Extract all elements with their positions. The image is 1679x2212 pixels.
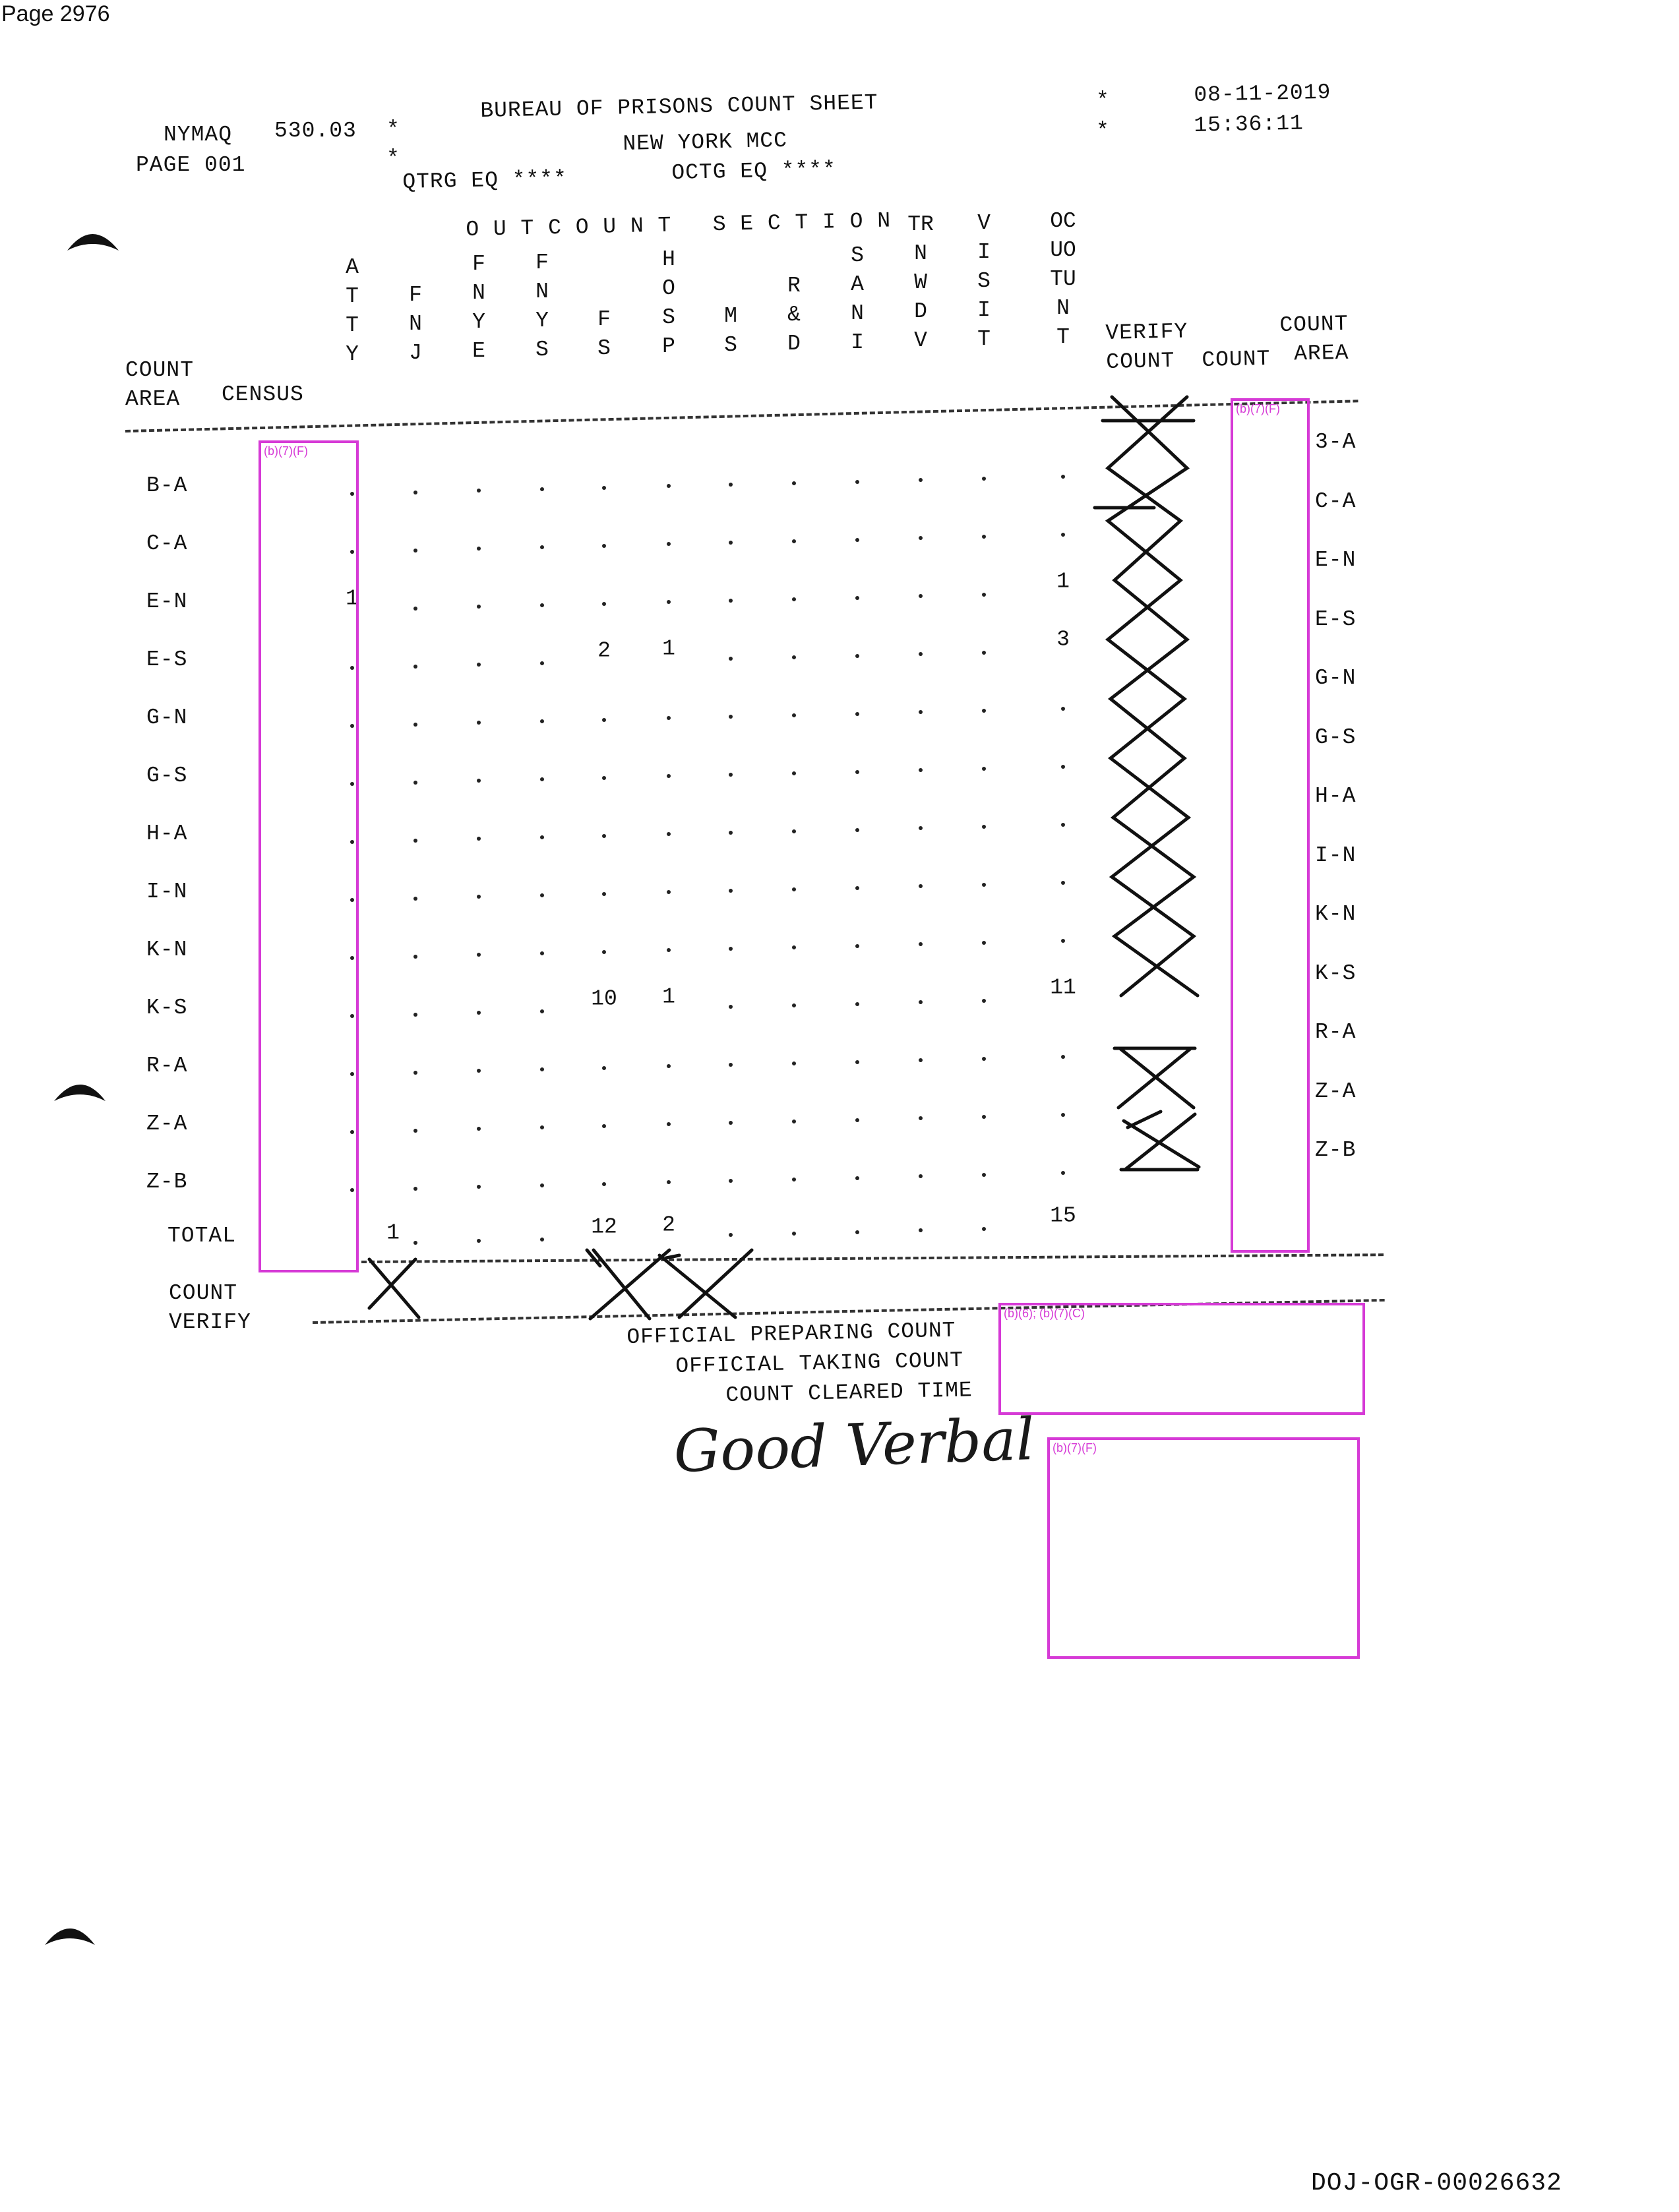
empty-cell-dot [667, 890, 671, 894]
header-code: NYMAQ [164, 123, 233, 147]
column-header-line: OC [1050, 209, 1076, 233]
column-header-line: V [914, 328, 927, 353]
right-area-label: E-S [1315, 607, 1357, 632]
header-star-2: * [386, 146, 400, 171]
empty-cell-dot [477, 837, 481, 841]
empty-cell-dot [477, 547, 481, 551]
handwritten-note: Good Verbal [673, 1404, 1036, 1485]
empty-cell-dot [540, 777, 544, 781]
row-value: 10 [591, 986, 617, 1011]
row-value: 11 [1050, 975, 1076, 1000]
column-header-line: V [977, 211, 991, 235]
empty-cell-dot [855, 654, 859, 658]
empty-cell-dot [540, 951, 544, 955]
column-header-line: A [346, 255, 359, 280]
empty-cell-dot [602, 950, 606, 954]
empty-cell-dot [729, 541, 733, 545]
empty-cell-dot [792, 1120, 796, 1123]
empty-cell-dot [667, 484, 671, 488]
column-header-line: Y [346, 342, 359, 367]
row-label-k-s: K-S [146, 996, 188, 1020]
column-header-line: E [472, 339, 485, 363]
official-preparing-count: OFFICIAL PREPARING COUNT [626, 1318, 956, 1350]
row-value: 1 [662, 984, 675, 1009]
header-qtrg: QTRG EQ **** [402, 166, 568, 194]
empty-cell-dot [540, 835, 544, 839]
empty-cell-dot [919, 826, 923, 830]
empty-cell-dot [729, 657, 733, 661]
empty-cell-dot [729, 1179, 733, 1183]
empty-cell-dot [919, 884, 923, 888]
empty-cell-dot [982, 709, 986, 713]
column-header-line: Y [535, 309, 549, 333]
empty-cell-dot [919, 768, 923, 772]
column-header-line: H [662, 247, 675, 272]
empty-cell-dot [982, 651, 986, 655]
empty-cell-dot [602, 776, 606, 780]
empty-cell-dot [1061, 823, 1065, 827]
header-star-1: * [386, 117, 400, 142]
header-time: 15:36:11 [1194, 111, 1304, 138]
right-area-label: E-N [1315, 548, 1357, 572]
empty-cell-dot [919, 710, 923, 714]
empty-cell-dot [855, 1002, 859, 1006]
empty-cell-dot [1061, 765, 1065, 769]
empty-cell-dot [540, 1183, 544, 1187]
column-header-10 [971, 209, 997, 354]
total-value: 15 [1050, 1203, 1076, 1228]
column-header-line: I [977, 298, 991, 322]
column-header-line: S [724, 333, 737, 357]
column-header-2 [466, 250, 492, 366]
empty-cell-dot [729, 1005, 733, 1009]
empty-cell-dot [855, 538, 859, 542]
empty-cell-dot [919, 594, 923, 598]
empty-cell-dot [792, 945, 796, 949]
redaction-count [1231, 398, 1310, 1253]
right-area-label: G-S [1315, 725, 1357, 750]
column-header-line: Y [472, 310, 485, 334]
row-value: 1 [1056, 569, 1070, 594]
empty-cell-dot [919, 1174, 923, 1178]
empty-cell-dot [982, 1115, 986, 1119]
column-header-line: T [346, 284, 359, 309]
row-label-g-n: G-N [146, 705, 188, 730]
column-header-line: T [346, 313, 359, 338]
row-label-r-a: R-A [146, 1054, 188, 1078]
row-label-b-a: B-A [146, 473, 188, 498]
row-label-h-a: H-A [146, 822, 188, 846]
column-header-line: M [724, 304, 737, 328]
redaction-officials [998, 1303, 1365, 1415]
empty-cell-dot [792, 1178, 796, 1181]
right-area-label: I-N [1315, 843, 1357, 868]
empty-cell-dot [602, 1182, 606, 1186]
empty-cell-dot [729, 947, 733, 951]
header-star-3: * [1096, 88, 1110, 113]
empty-cell-dot [855, 596, 859, 600]
empty-cell-dot [982, 825, 986, 829]
empty-cell-dot [729, 1063, 733, 1067]
binder-hole-bottom [45, 1928, 95, 1945]
column-header-line: TU [1050, 267, 1076, 291]
empty-cell-dot [602, 602, 606, 606]
column-header-6 [717, 302, 744, 360]
column-header-line: TR [907, 212, 934, 237]
empty-cell-dot [982, 941, 986, 945]
column-header-line: T [977, 327, 991, 351]
header-date: 08-11-2019 [1194, 80, 1331, 107]
row-value: 1 [346, 586, 359, 611]
right-area-label: 3-A [1315, 430, 1357, 454]
column-header-line: J [409, 341, 422, 365]
column-header-line: S [662, 305, 675, 330]
empty-cell-dot [602, 834, 606, 838]
empty-cell-dot [602, 486, 606, 490]
empty-cell-dot [792, 713, 796, 717]
column-header-4 [591, 305, 617, 363]
verify-x-marks [1082, 389, 1227, 1180]
column-header-line: S [597, 336, 611, 361]
empty-cell-dot [602, 1124, 606, 1128]
empty-cell-dot [413, 781, 417, 785]
left-header-census: CENSUS [222, 382, 304, 407]
right-area-label: K-N [1315, 902, 1357, 926]
header-subtitle: NEW YORK MCC [623, 128, 788, 156]
count-verify-x-marks [356, 1240, 765, 1325]
right-header-count: COUNT [1202, 346, 1271, 373]
binder-hole-middle [54, 1085, 106, 1101]
empty-cell-dot [540, 487, 544, 491]
empty-cell-dot [477, 1069, 481, 1073]
column-header-line: P [662, 334, 675, 359]
empty-cell-dot [413, 491, 417, 494]
empty-cell-dot [982, 1057, 986, 1061]
column-header-line: S [535, 338, 549, 362]
empty-cell-dot [729, 889, 733, 893]
column-header-8 [844, 241, 870, 357]
right-header-count-area: COUNT AREA [1279, 311, 1349, 367]
empty-cell-dot [855, 480, 859, 484]
empty-cell-dot [667, 1064, 671, 1068]
right-area-label: K-S [1315, 961, 1357, 986]
row-label-e-n: E-N [146, 589, 188, 614]
header-number: 530.03 [274, 119, 357, 143]
column-header-5 [656, 245, 682, 361]
empty-cell-dot [729, 1121, 733, 1125]
empty-cell-dot [729, 483, 733, 487]
column-header-line: T [1056, 325, 1070, 349]
right-area-label: H-A [1315, 784, 1357, 808]
empty-cell-dot [540, 545, 544, 549]
empty-cell-dot [477, 895, 481, 899]
empty-cell-dot [982, 535, 986, 539]
column-header-line: F [409, 283, 422, 307]
empty-cell-dot [982, 1227, 986, 1231]
empty-cell-dot [729, 599, 733, 603]
column-header-line: W [914, 270, 927, 295]
column-header-line: F [597, 307, 611, 332]
column-header-line: S [977, 269, 991, 293]
column-header-line: N [535, 280, 549, 304]
header-octg: OCTG EQ **** [671, 157, 837, 185]
empty-cell-dot [1061, 1171, 1065, 1175]
column-header-line: UO [1050, 238, 1076, 262]
empty-cell-dot [540, 1125, 544, 1129]
row-value: 3 [1056, 627, 1070, 652]
empty-cell-dot [855, 886, 859, 890]
empty-cell-dot [413, 1013, 417, 1017]
empty-cell-dot [540, 603, 544, 607]
empty-cell-dot [477, 953, 481, 957]
empty-cell-dot [919, 652, 923, 656]
empty-cell-dot [667, 716, 671, 720]
empty-cell-dot [855, 944, 859, 948]
empty-cell-dot [982, 767, 986, 771]
empty-cell-dot [855, 1060, 859, 1064]
page-number-label: Page 2976 [1, 1, 110, 26]
empty-cell-dot [1061, 475, 1065, 479]
empty-cell-dot [729, 831, 733, 835]
empty-cell-dot [919, 478, 923, 482]
outcount-section-heading: O U T C O U N T S E C T I O N [466, 208, 892, 242]
empty-cell-dot [855, 1118, 859, 1122]
empty-cell-dot [792, 887, 796, 891]
empty-cell-dot [602, 892, 606, 896]
empty-cell-dot [1061, 881, 1065, 885]
right-area-label: R-A [1315, 1020, 1357, 1044]
column-header-line: N [914, 241, 927, 266]
empty-cell-dot [919, 942, 923, 946]
empty-cell-dot [667, 542, 671, 546]
column-header-line: S [851, 243, 864, 268]
column-header-1 [402, 281, 429, 368]
column-header-3 [529, 249, 555, 365]
empty-cell-dot [855, 1176, 859, 1180]
row-label-i-n: I-N [146, 880, 188, 904]
empty-cell-dot [1061, 1113, 1065, 1117]
column-header-line: R [787, 274, 801, 298]
empty-cell-dot [855, 1230, 859, 1234]
empty-cell-dot [855, 770, 859, 774]
column-header-line: F [472, 252, 485, 276]
empty-cell-dot [477, 605, 481, 609]
empty-cell-dot [855, 828, 859, 832]
column-header-line: I [851, 330, 864, 355]
column-header-line: D [787, 332, 801, 356]
row-label-z-b: Z-B [146, 1170, 188, 1194]
column-header-line: & [787, 303, 801, 327]
empty-cell-dot [540, 893, 544, 897]
empty-cell-dot [982, 999, 986, 1003]
redaction-count-label: (b)(7)(F) [1236, 402, 1280, 415]
column-header-line: N [851, 301, 864, 326]
column-header-line: N [409, 312, 422, 336]
total-value: 2 [662, 1212, 675, 1238]
empty-cell-dot [413, 955, 417, 959]
bates-number: DOJ-OGR-00026632 [1311, 2169, 1562, 2197]
empty-cell-dot [413, 607, 417, 611]
count-verify-label: COUNT VERIFY [169, 1281, 251, 1334]
empty-cell-dot [667, 1180, 671, 1184]
column-header-7 [781, 272, 807, 359]
empty-cell-dot [413, 1187, 417, 1191]
empty-cell-dot [982, 883, 986, 887]
row-label-c-a: C-A [146, 531, 188, 556]
row-label-z-a: Z-A [146, 1112, 188, 1136]
empty-cell-dot [413, 839, 417, 843]
redaction-census-label: (b)(7)(F) [264, 444, 308, 458]
empty-cell-dot [729, 715, 733, 719]
empty-cell-dot [792, 1232, 796, 1236]
empty-cell-dot [667, 948, 671, 952]
column-header-11 [1050, 207, 1076, 352]
empty-cell-dot [982, 1173, 986, 1177]
empty-cell-dot [792, 771, 796, 775]
row-label-e-s: E-S [146, 647, 188, 672]
empty-cell-dot [1061, 707, 1065, 711]
binder-hole-marks [0, 0, 132, 2212]
binder-hole-top [67, 234, 119, 251]
header-title: BUREAU OF PRISONS COUNT SHEET [480, 90, 878, 123]
empty-cell-dot [413, 1071, 417, 1075]
empty-cell-dot [540, 661, 544, 665]
empty-cell-dot [413, 1129, 417, 1133]
empty-cell-dot [602, 1066, 606, 1070]
column-header-9 [907, 210, 934, 355]
empty-cell-dot [667, 600, 671, 604]
empty-cell-dot [413, 549, 417, 553]
empty-cell-dot [540, 719, 544, 723]
right-area-label: G-N [1315, 666, 1357, 690]
empty-cell-dot [982, 593, 986, 597]
empty-cell-dot [1061, 1055, 1065, 1059]
empty-cell-dot [792, 1003, 796, 1007]
empty-cell-dot [792, 597, 796, 601]
empty-cell-dot [1061, 533, 1065, 537]
empty-cell-dot [792, 481, 796, 485]
empty-cell-dot [792, 829, 796, 833]
empty-cell-dot [792, 539, 796, 543]
empty-cell-dot [729, 1233, 733, 1237]
total-row-label: TOTAL [168, 1224, 237, 1248]
empty-cell-dot [413, 723, 417, 727]
empty-cell-dot [477, 1185, 481, 1189]
empty-cell-dot [919, 1000, 923, 1004]
empty-cell-dot [792, 1061, 796, 1065]
total-value: 1 [386, 1220, 400, 1245]
empty-cell-dot [667, 774, 671, 778]
empty-cell-dot [667, 1122, 671, 1126]
empty-cell-dot [477, 489, 481, 493]
column-header-line: D [914, 299, 927, 324]
empty-cell-dot [477, 779, 481, 783]
column-header-line: N [472, 281, 485, 305]
right-area-label: C-A [1315, 489, 1357, 514]
redaction-signature [1047, 1437, 1360, 1659]
empty-cell-dot [919, 536, 923, 540]
total-value: 12 [591, 1214, 617, 1240]
right-area-label: Z-B [1315, 1138, 1357, 1162]
empty-cell-dot [540, 1009, 544, 1013]
right-area-label: Z-A [1315, 1079, 1357, 1104]
row-label-k-n: K-N [146, 938, 188, 962]
redaction-officials-label: (b)(6); (b)(7)(C) [1004, 1307, 1085, 1320]
empty-cell-dot [792, 655, 796, 659]
empty-cell-dot [919, 1116, 923, 1120]
column-header-line: F [535, 251, 549, 275]
official-taking-count: OFFICIAL TAKING COUNT [675, 1348, 964, 1379]
empty-cell-dot [477, 721, 481, 725]
empty-cell-dot [729, 773, 733, 777]
empty-cell-dot [919, 1228, 923, 1232]
row-value: 1 [662, 636, 675, 661]
count-cleared-time: COUNT CLEARED TIME [725, 1378, 973, 1408]
left-header-count-area: COUNT AREA [125, 358, 195, 411]
column-header-0 [339, 253, 365, 369]
empty-cell-dot [602, 718, 606, 722]
column-header-line: O [662, 276, 675, 301]
column-header-line: I [977, 240, 991, 264]
empty-cell-dot [540, 1067, 544, 1071]
empty-cell-dot [477, 1127, 481, 1131]
empty-cell-dot [1061, 939, 1065, 943]
row-label-g-s: G-S [146, 763, 188, 788]
column-header-line: N [1056, 296, 1070, 320]
empty-cell-dot [413, 665, 417, 669]
redaction-census [259, 440, 359, 1272]
empty-cell-dot [477, 663, 481, 667]
empty-cell-dot [413, 897, 417, 901]
empty-cell-dot [602, 544, 606, 548]
empty-cell-dot [982, 477, 986, 481]
empty-cell-dot [855, 712, 859, 716]
row-value: 2 [597, 638, 611, 663]
header-page: PAGE 001 [136, 153, 246, 177]
redaction-signature-label: (b)(7)(F) [1053, 1441, 1097, 1454]
column-header-line: A [851, 272, 864, 297]
right-header-verify-count: VERIFY COUNT [1105, 319, 1188, 374]
header-star-4: * [1096, 119, 1110, 143]
empty-cell-dot [477, 1011, 481, 1015]
empty-cell-dot [919, 1058, 923, 1062]
empty-cell-dot [667, 832, 671, 836]
